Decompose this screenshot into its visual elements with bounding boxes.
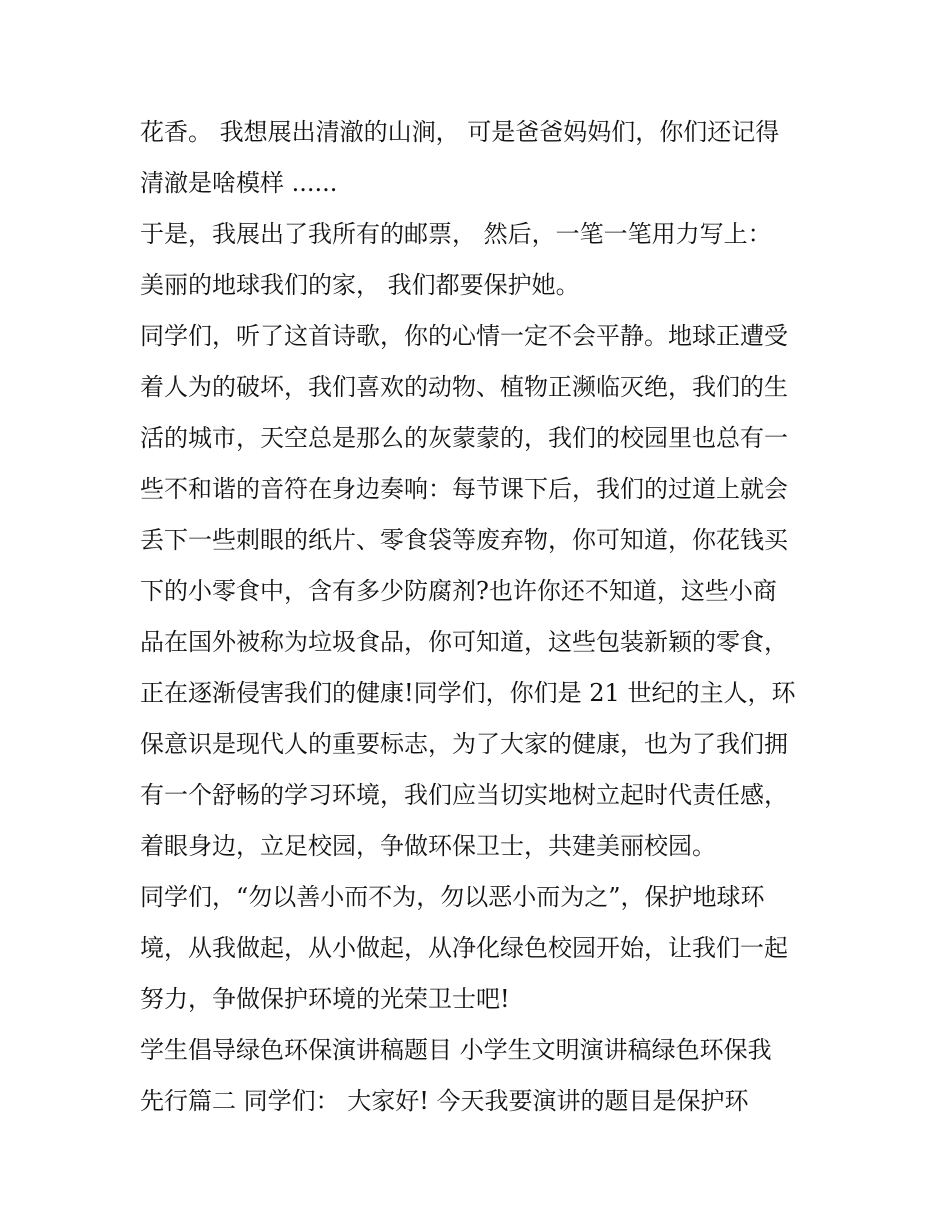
text-line: 着眼身边，立足校园，争做环保卫士，共建美丽校园。 bbox=[140, 832, 716, 860]
body-text bbox=[140, 107, 830, 1127]
text-line: 正在逐渐侵害我们的健康!同学们，你们是 21 世纪的主人，环 bbox=[140, 679, 796, 707]
text-line: 先行篇二 同学们： 大家好! 今天我要演讲的题目是保护环 bbox=[140, 1087, 749, 1115]
text-line: 美丽的地球我们的家， 我们都要保护她。 bbox=[140, 271, 580, 299]
text-line: 品在国外被称为垃圾食品，你可知道，这些包装新颖的零食， bbox=[140, 628, 788, 656]
text-line: 清澈是啥模样 ...... bbox=[140, 169, 338, 197]
text-line: 丢下一些刺眼的纸片、零食袋等废弃物，你可知道，你花钱买 bbox=[140, 526, 788, 554]
text-line: 有一个舒畅的学习环境，我们应当切实地树立起时代责任感， bbox=[140, 781, 788, 809]
text-line: 于是，我展出了我所有的邮票， 然后，一笔一笔用力写上： bbox=[140, 220, 772, 248]
text-line: 同学们，“勿以善小而不为，勿以恶小而为之”，保护地球环 bbox=[140, 883, 765, 911]
text-line: 活的城市，天空总是那么的灰蒙蒙的，我们的校园里也总有一 bbox=[140, 424, 788, 452]
text-line: 同学们，听了这首诗歌，你的心情一定不会平静。地球正遭受 bbox=[140, 322, 788, 350]
text-line: 学生倡导绿色环保演讲稿题目 小学生文明演讲稿绿色环保我 bbox=[140, 1036, 772, 1064]
text-line: 下的小零食中，含有多少防腐剂?也许你还不知道，这些小商 bbox=[140, 577, 777, 605]
text-line: 些不和谐的音符在身边奏响：每节课下后，我们的过道上就会 bbox=[140, 475, 788, 503]
text-line: 保意识是现代人的重要标志，为了大家的健康，也为了我们拥 bbox=[140, 730, 788, 758]
text-line: 境，从我做起，从小做起，从净化绿色校园开始，让我们一起 bbox=[140, 934, 788, 962]
text-line: 着人为的破坏，我们喜欢的动物、植物正濒临灭绝，我们的生 bbox=[140, 373, 788, 401]
text-line: 努力，争做保护环境的光荣卫士吧! bbox=[140, 985, 510, 1013]
text-line: 花香。 我想展出清澈的山涧， 可是爸爸妈妈们，你们还记得 bbox=[140, 118, 780, 146]
